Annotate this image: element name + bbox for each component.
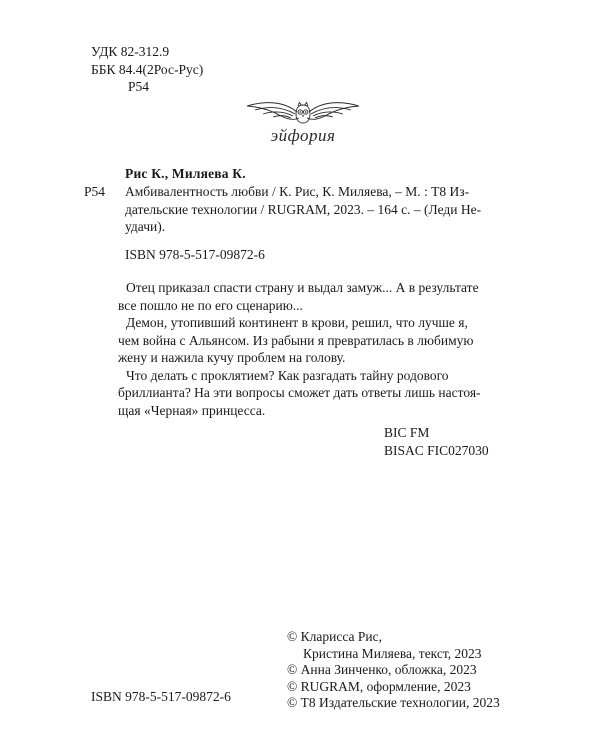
copyright-block [287,628,500,711]
copyright-line: Кристина Миляева, текст, 2023 [303,645,482,661]
annotation-line: жену и нажила кучу проблем на голову. [118,350,346,365]
udk-code: УДК 82-312.9 [91,44,170,59]
annotation-paragraph [118,314,518,367]
annotation-line: бриллианта? На эти вопросы сможет дать ответы лишь настоя- [118,385,481,400]
annotation-line: все пошло не по его сценарию... [118,297,303,313]
bic-code: BIC FM [384,425,430,440]
classification-block [91,43,203,96]
copyright-line: © RUGRAM, оформление, 2023 [287,678,471,694]
bibliographic-description [125,183,517,236]
copyright-line: © Т8 Издательские технологии, 2023 [287,695,500,710]
annotation-line: Отец приказал спасти страну и выдал замуж... А в результате [126,280,479,295]
logo-text: эйфория [270,126,336,145]
copyright-line: © Кларисса Рис, [287,629,382,644]
biblio-line: Амбивалентность любви / К. Рис, К. Миляева, – М. : Т8 Из- [125,184,470,199]
bbk-code: ББК 84.4(2Рос-Рус) [91,61,204,77]
annotation-line: чем война с Альянсом. Из рабыни я превратилась в любимую [118,332,474,348]
annotation-line: щая «Черная» принцесса. [118,402,266,418]
annotation-line: Что делать с проклятием? Как разгадать тайну родового [126,367,449,383]
annotation-paragraph [118,367,518,420]
biblio-line: дательские технологии / RUGRAM, 2023. – 164 с. – (Леди Не- [125,201,482,217]
annotation-line: Демон, утопивший континент в крови, решил, что лучше я, [126,315,468,330]
subject-codes [384,424,489,459]
publisher-logo [241,96,365,150]
annotation [118,279,518,419]
copyright-line: © Анна Зинченко, обложка, 2023 [287,662,477,677]
footer-isbn: ISBN 978-5-517-09872-6 [91,689,231,704]
bisac-code: BISAC FIC027030 [384,442,489,458]
annotation-paragraph [118,279,518,314]
entry-authors: Рис К., Миляева К. [125,166,246,181]
entry-isbn: ISBN 978-5-517-09872-6 [125,247,265,262]
author-sign: Р54 [128,79,150,94]
entry-author-sign: Р54 [84,184,106,199]
owl-wings-icon [241,96,365,150]
biblio-line: удачи). [125,219,166,234]
